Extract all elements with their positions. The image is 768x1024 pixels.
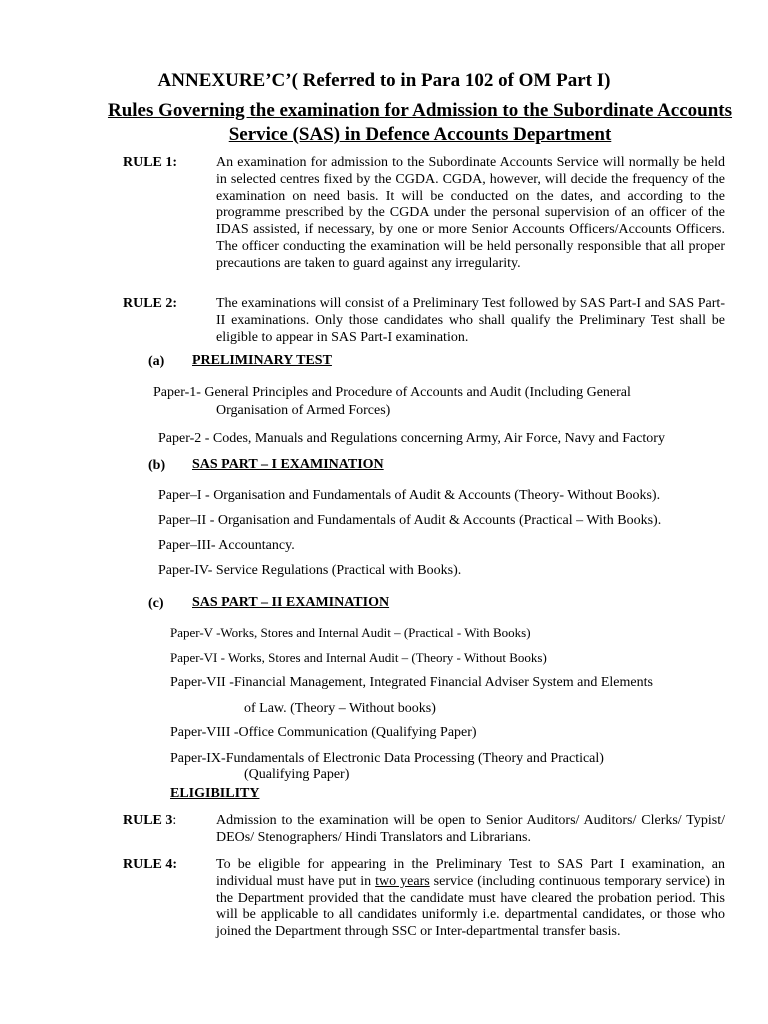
main-title: Rules Governing the examination for Admission to the Subordinate Accounts Service (SAS) in Defence Accounts Department <box>107 100 733 145</box>
section-a-title: PRELIMINARY TEST <box>192 353 332 368</box>
rule-2-label: RULE 2: <box>123 296 178 311</box>
annexure-title: ANNEXURE’C’( Referred to in Para 102 of OM Part I) <box>157 70 611 91</box>
paper-ix-line-2: (Qualifying Paper) <box>244 767 350 782</box>
paper-1-line-2: Organisation of Armed Forces) <box>216 403 391 418</box>
section-b-title: SAS PART – I EXAMINATION <box>192 457 384 472</box>
rule-1-label: RULE 1: <box>123 155 178 170</box>
rule-3-label-colon: : <box>172 813 177 828</box>
paper-iv: Paper-IV- Service Regulations (Practical with Books). <box>158 563 462 578</box>
rule-3-label <box>123 813 176 829</box>
paper-ix-line-1: Paper-IX-Fundamentals of Electronic Data Processing (Theory and Practical) <box>170 751 604 766</box>
paper-vi: Paper-VI - Works, Stores and Internal Audit – (Theory - Without Books) <box>170 650 547 665</box>
eligibility-heading: ELIGIBILITY <box>170 786 260 801</box>
section-b-letter: (b) <box>148 458 166 473</box>
rule-4-text-two-years: two years <box>375 873 430 889</box>
rule-4-text-part-1: To be eligible for appearing in the Preliminary Test to SAS Part I examination, an individual must have put in <box>216 857 725 889</box>
paper-i: Paper–I - Organisation and Fundamentals of Audit & Accounts (Theory- Without Books). <box>158 488 661 503</box>
rule-1-text: An examination for admission to the Subordinate Accounts Service will normally be held in selected centres fixed by the CGDA. CGDA, however, will decide the frequency of the examination on need basis. It will be conducted on the dates, and according to the programme prescribed by the CGDA under the personal supervision of an officer of the IDAS assisted, if necessary, by one or more Senior Accounts Officers/Accounts Officers. The officer conducting the examination will be held personally responsible that all proper precautions are taken to guard against any irregularity. <box>216 155 725 271</box>
paper-iii: Paper–III- Accountancy. <box>158 538 295 553</box>
rule-3-text: Admission to the examination will be open to Senior Auditors/ Auditors/ Clerks/ Typist/ DEOs/ Stenographers/ Hindi Translators and Librarians. <box>216 813 725 845</box>
section-c-letter: (c) <box>148 596 164 611</box>
rule-2-text: The examinations will consist of a Preliminary Test followed by SAS Part-I and SAS Part-II examinations. Only those candidates who shall qualify the Preliminary Test shall be eligible to appear in SAS Part-I examination. <box>216 296 725 345</box>
paper-vii-line-2: of Law. (Theory – Without books) <box>244 701 436 716</box>
rule-3-label-text: RULE 3 <box>123 813 173 828</box>
paper-v: Paper-V -Works, Stores and Internal Audit – (Practical - With Books) <box>170 625 531 640</box>
rule-4-text-part-2: service (including continuous temporary service) in the Department provided that the candidate must have cleared the probation period. This will be applicable to all candidates uniformly i.e. departmental candidates, or those who joined the Department through SSC or Inter-departmental transfer basis. <box>216 873 725 940</box>
paper-vii-line-1: Paper-VII -Financial Management, Integrated Financial Adviser System and Elements <box>170 675 653 690</box>
paper-ii: Paper–II - Organisation and Fundamentals of Audit & Accounts (Practical – With Books). <box>158 513 662 528</box>
section-a-letter: (a) <box>148 354 165 369</box>
rule-4-text <box>216 857 725 941</box>
paper-2: Paper-2 - Codes, Manuals and Regulations concerning Army, Air Force, Navy and Factory <box>158 431 665 446</box>
rule-4-label: RULE 4: <box>123 857 178 872</box>
paper-1-line-1: Paper-1- General Principles and Procedure of Accounts and Audit (Including General <box>153 385 631 400</box>
section-c-title: SAS PART – II EXAMINATION <box>192 595 390 610</box>
paper-viii: Paper-VIII -Office Communication (Qualifying Paper) <box>170 725 477 740</box>
